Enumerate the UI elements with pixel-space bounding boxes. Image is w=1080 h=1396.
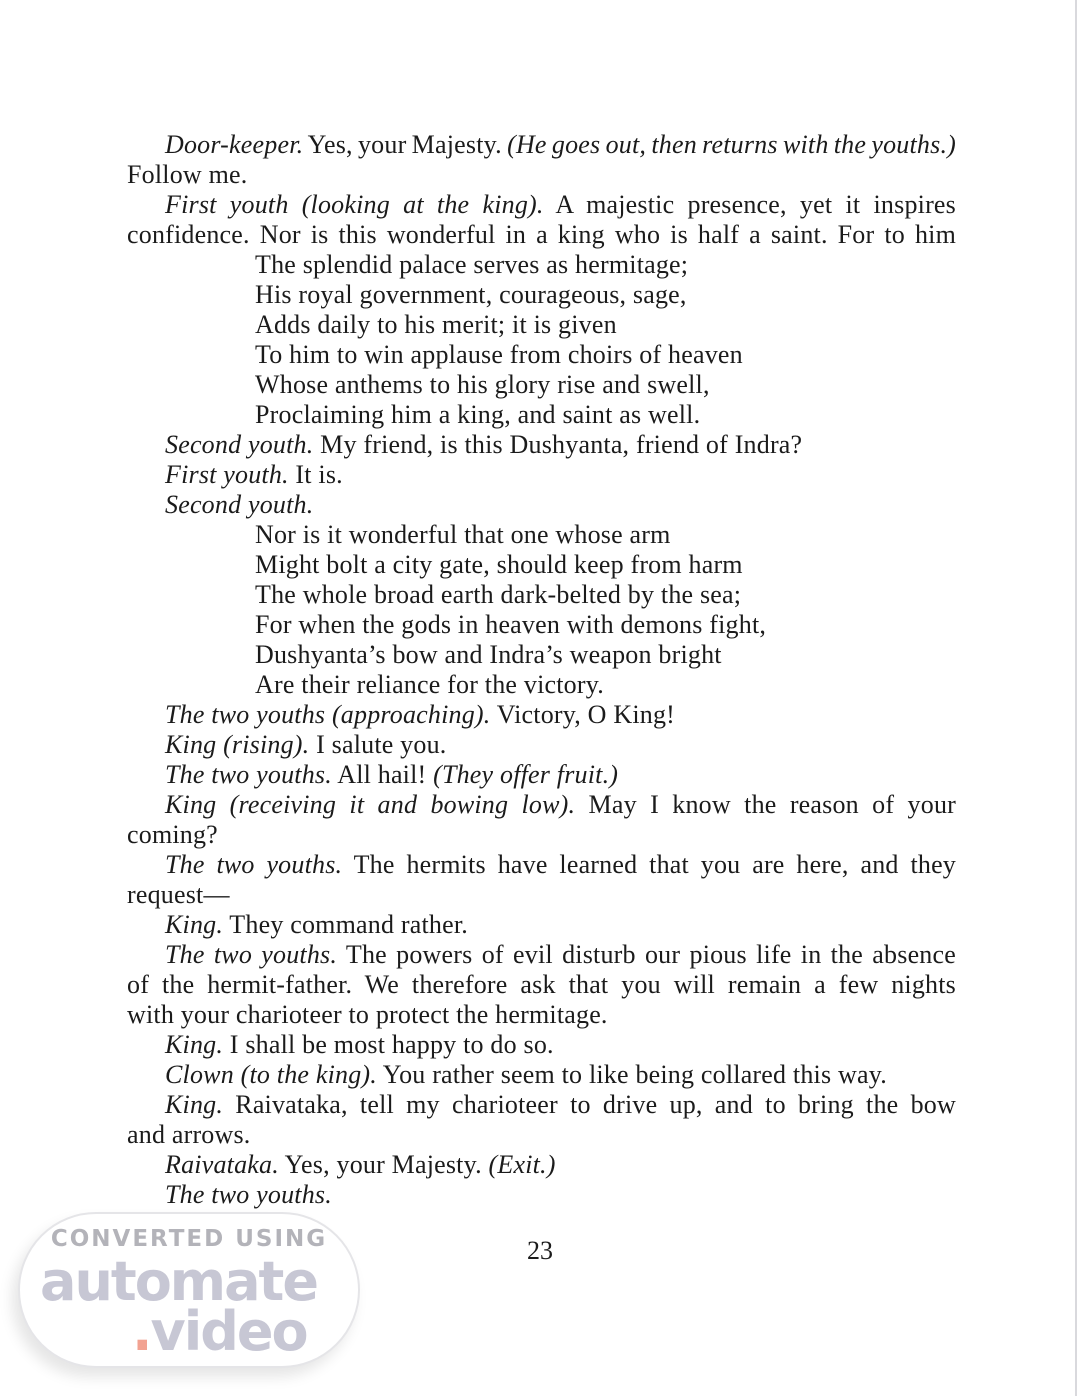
text-line: request— bbox=[127, 880, 230, 909]
text-line: coming? bbox=[127, 820, 218, 849]
text-line: of the hermit-father. We therefore ask that you will remain a few nights bbox=[127, 970, 956, 999]
watermark-brand-automate: automate bbox=[40, 1250, 317, 1313]
text-line: The whole broad earth dark-belted by the sea; bbox=[255, 580, 742, 609]
page-edge-line bbox=[1075, 0, 1077, 1396]
text-line: For when the gods in heaven with demons fight, bbox=[255, 610, 767, 639]
watermark-brand-video-text: video bbox=[150, 1300, 307, 1363]
text-line: King (receiving it and bowing low). May I know the reason of your bbox=[165, 790, 956, 819]
text-line: Are their reliance for the victory. bbox=[255, 670, 604, 699]
text-line: Proclaiming him a king, and saint as well. bbox=[255, 400, 701, 429]
text-line: Adds daily to his merit; it is given bbox=[255, 310, 617, 339]
text-line: Second youth. My friend, is this Dushyanta, friend of Indra? bbox=[165, 430, 803, 459]
text-line: Dushyanta’s bow and Indra’s weapon bright bbox=[255, 640, 722, 669]
page-text bbox=[127, 130, 956, 1210]
text-line: Clown (to the king). You rather seem to like being collared this way. bbox=[165, 1060, 887, 1089]
text-line: First youth (looking at the king). A majestic presence, yet it inspires bbox=[165, 190, 956, 219]
text-line: The two youths. The powers of evil disturb our pious life in the absence bbox=[165, 940, 956, 969]
text-line: The two youths (approaching). Victory, O King! bbox=[165, 700, 676, 729]
text-line: The splendid palace serves as hermitage; bbox=[255, 250, 689, 279]
text-line: Door-keeper. Yes, your Majesty. (He goes out, then returns with the youths.) bbox=[165, 130, 956, 159]
text-line: King. Raivataka, tell my charioteer to drive up, and to bring the bow bbox=[165, 1090, 956, 1119]
text-line: The two youths. The hermits have learned that you are here, and they bbox=[165, 850, 957, 879]
text-line: with your charioteer to protect the hermitage. bbox=[127, 1000, 608, 1029]
watermark-caption: CONVERTED USING bbox=[50, 1226, 328, 1252]
text-line: Whose anthems to his glory rise and swell, bbox=[255, 370, 710, 399]
text-line: confidence. Nor is this wonderful in a king who is half a saint. For to him bbox=[127, 220, 956, 249]
watermark-dot: . bbox=[132, 1300, 151, 1363]
text-line: King (rising). I salute you. bbox=[165, 730, 447, 759]
text-line: First youth. It is. bbox=[165, 460, 343, 489]
text-line: King. They command rather. bbox=[165, 910, 468, 939]
page-number: 23 bbox=[527, 1236, 553, 1265]
watermark-badge bbox=[18, 1212, 360, 1368]
text-line: His royal government, courageous, sage, bbox=[255, 280, 687, 309]
watermark-brand-video bbox=[132, 1300, 307, 1363]
text-line: Raivataka. Yes, your Majesty. (Exit.) bbox=[165, 1150, 556, 1179]
text-line: Might bolt a city gate, should keep from harm bbox=[255, 550, 743, 579]
text-line: Nor is it wonderful that one whose arm bbox=[255, 520, 671, 549]
text-line: Second youth. bbox=[165, 490, 314, 519]
text-line: Follow me. bbox=[127, 160, 248, 189]
text-line: To him to win applause from choirs of heaven bbox=[255, 340, 743, 369]
text-line: The two youths. All hail! (They offer fruit.) bbox=[165, 760, 619, 789]
text-line: King. I shall be most happy to do so. bbox=[165, 1030, 554, 1059]
text-line: The two youths. bbox=[165, 1180, 332, 1209]
text-line: and arrows. bbox=[127, 1120, 251, 1149]
